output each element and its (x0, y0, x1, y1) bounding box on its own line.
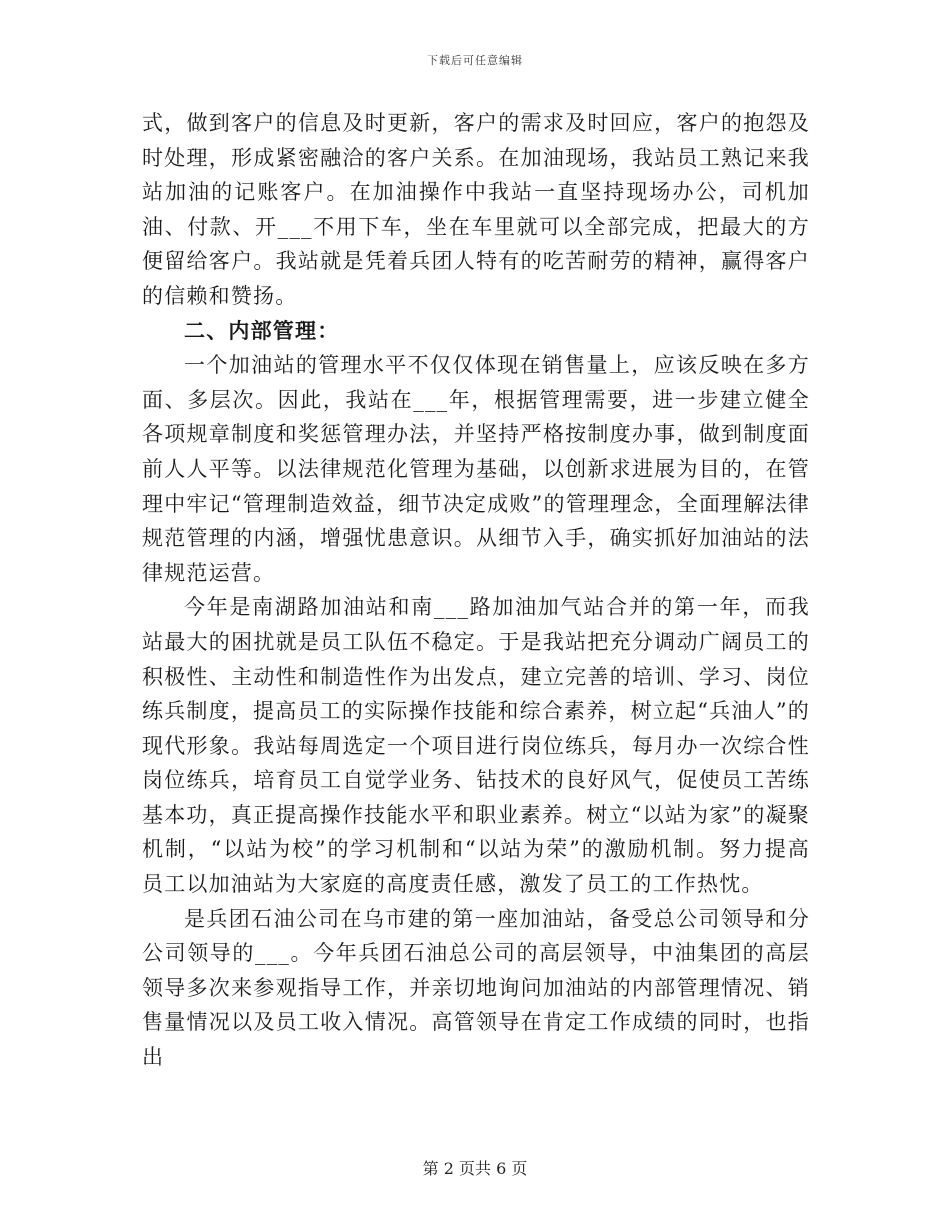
document-body (142, 106, 810, 1075)
paragraph-leadership-visits: 是兵团石油公司在乌市建的第一座加油站，备受总公司领导和分公司领导的___。今年兵团石油总公司的高层领导，中油集团的高层领导多次来参观指导工作，并亲切地询问加油站的内部管理情况、销售量情况以及员工收入情况。高管领导在肯定工作成绩的同时，也指出 (142, 906, 810, 1070)
section-heading-internal-management: 二、内部管理： (184, 318, 340, 343)
paragraph-customer-service: 式，做到客户的信息及时更新，客户的需求及时回应，客户的抱怨及时处理，形成紧密融洽的客户关系。在加油现场，我站员工熟记来我站加油的记账客户。在加油操作中我站一直坚持现场办公，司机加油、付款、开___不用下车，坐在车里就可以全部完成，把最大的方便留给客户。我站就是凭着兵团人特有的吃苦耐劳的精神，赢得客户的信赖和赞扬。 (142, 111, 810, 308)
page-header: 下载后可任意编辑 (427, 54, 523, 67)
paragraph-management-level: 一个加油站的管理水平不仅仅体现在销售量上，应该反映在多方面、多层次。因此，我站在___年，根据管理需要，进一步建立健全各项规章制度和奖惩管理办法，并坚持严格按制度办事，做到制度面前人人平等。以法律规范化管理为基础，以创新求进展为目的，在管理中牢记“管理制造效益，细节决定成败”的管理理念，全面理解法律规范管理的内涵，增强忧患意识。从细节入手，确实抓好加油站的法律规范运营。 (142, 353, 810, 585)
paragraph-staff-training: 今年是南湖路加油站和南___路加油加气站合并的第一年，而我站最大的困扰就是员工队伍不稳定。于是我站把充分调动广阔员工的积极性、主动性和制造性作为出发点，建立完善的培训、学习、岗位练兵制度，提高员工的实际操作技能和综合素养，树立起“兵油人”的现代形象。我站每周选定一个项目进行岗位练兵，每月办一次综合性岗位练兵，培育员工自觉学业务、钻技术的良好风气，促使员工苦练基本功，真正提高操作技能水平和职业素养。树立“以站为家”的凝聚机制，“以站为校”的学习机制和“以站为荣”的激励机制。努力提高员工以加油站为大家庭的高度责任感，激发了员工的工作热忱。 (142, 595, 810, 897)
page-number: 第 2 页共 6 页 (422, 1159, 528, 1178)
